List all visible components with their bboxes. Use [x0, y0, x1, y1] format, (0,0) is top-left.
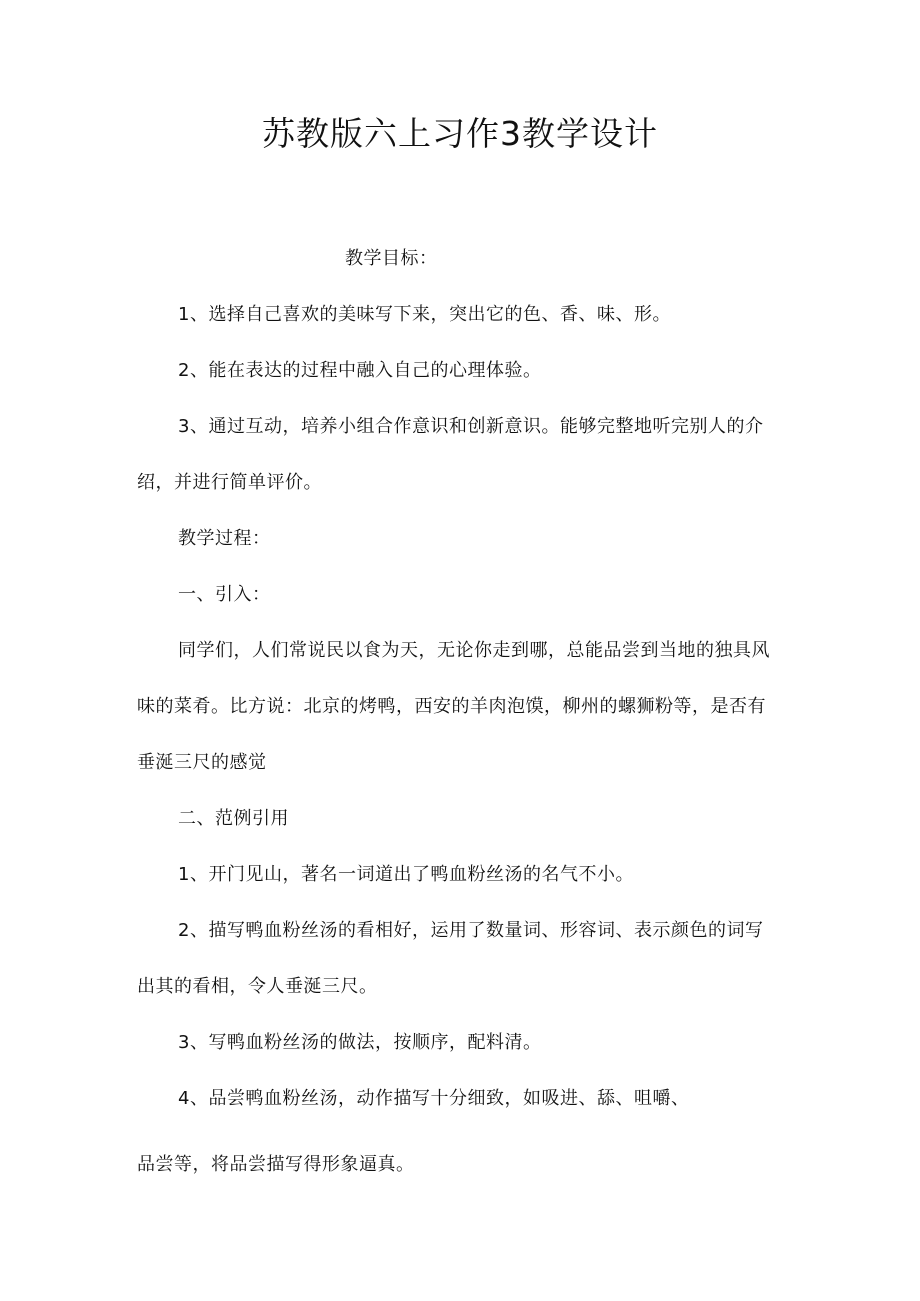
objective-item-3: 3、通过互动，培养小组合作意识和创新意识。能够完整地听完别人的介	[178, 416, 764, 437]
objective-item-3-continued: 绍，并进行简单评价。	[137, 472, 322, 493]
section-heading-objectives: 教学目标：	[345, 248, 438, 269]
intro-paragraph-line-2: 味的菜肴。比方说：北京的烤鸭，西安的羊肉泡馍，柳州的螺狮粉等，是否有	[137, 696, 766, 717]
intro-paragraph-line-3: 垂涎三尺的感觉	[137, 752, 267, 773]
subsection-heading-intro: 一、引入：	[178, 584, 271, 605]
objective-item-2: 2、能在表达的过程中融入自己的心理体验。	[178, 360, 542, 381]
example-item-3: 3、写鸭血粉丝汤的做法，按顺序，配料清。	[178, 1032, 542, 1053]
document-title: 苏教版六上习作3教学设计	[262, 114, 658, 153]
example-item-4: 4、品尝鸭血粉丝汤，动作描写十分细致，如吸进、舔、咀嚼、	[178, 1088, 690, 1109]
example-item-2: 2、描写鸭血粉丝汤的看相好，运用了数量词、形容词、表示颜色的词写	[178, 920, 764, 941]
subsection-heading-examples: 二、范例引用	[178, 808, 289, 829]
intro-paragraph-line-1: 同学们，人们常说民以食为天，无论你走到哪，总能品尝到当地的独具风	[178, 640, 770, 661]
objective-item-1: 1、选择自己喜欢的美味写下来，突出它的色、香、味、形。	[178, 304, 671, 325]
example-item-4-continued: 品尝等，将品尝描写得形象逼真。	[137, 1154, 415, 1175]
example-item-2-continued: 出其的看相，令人垂涎三尺。	[137, 976, 378, 997]
section-heading-process: 教学过程：	[178, 528, 271, 549]
example-item-1: 1、开门见山，著名一词道出了鸭血粉丝汤的名气不小。	[178, 864, 634, 885]
